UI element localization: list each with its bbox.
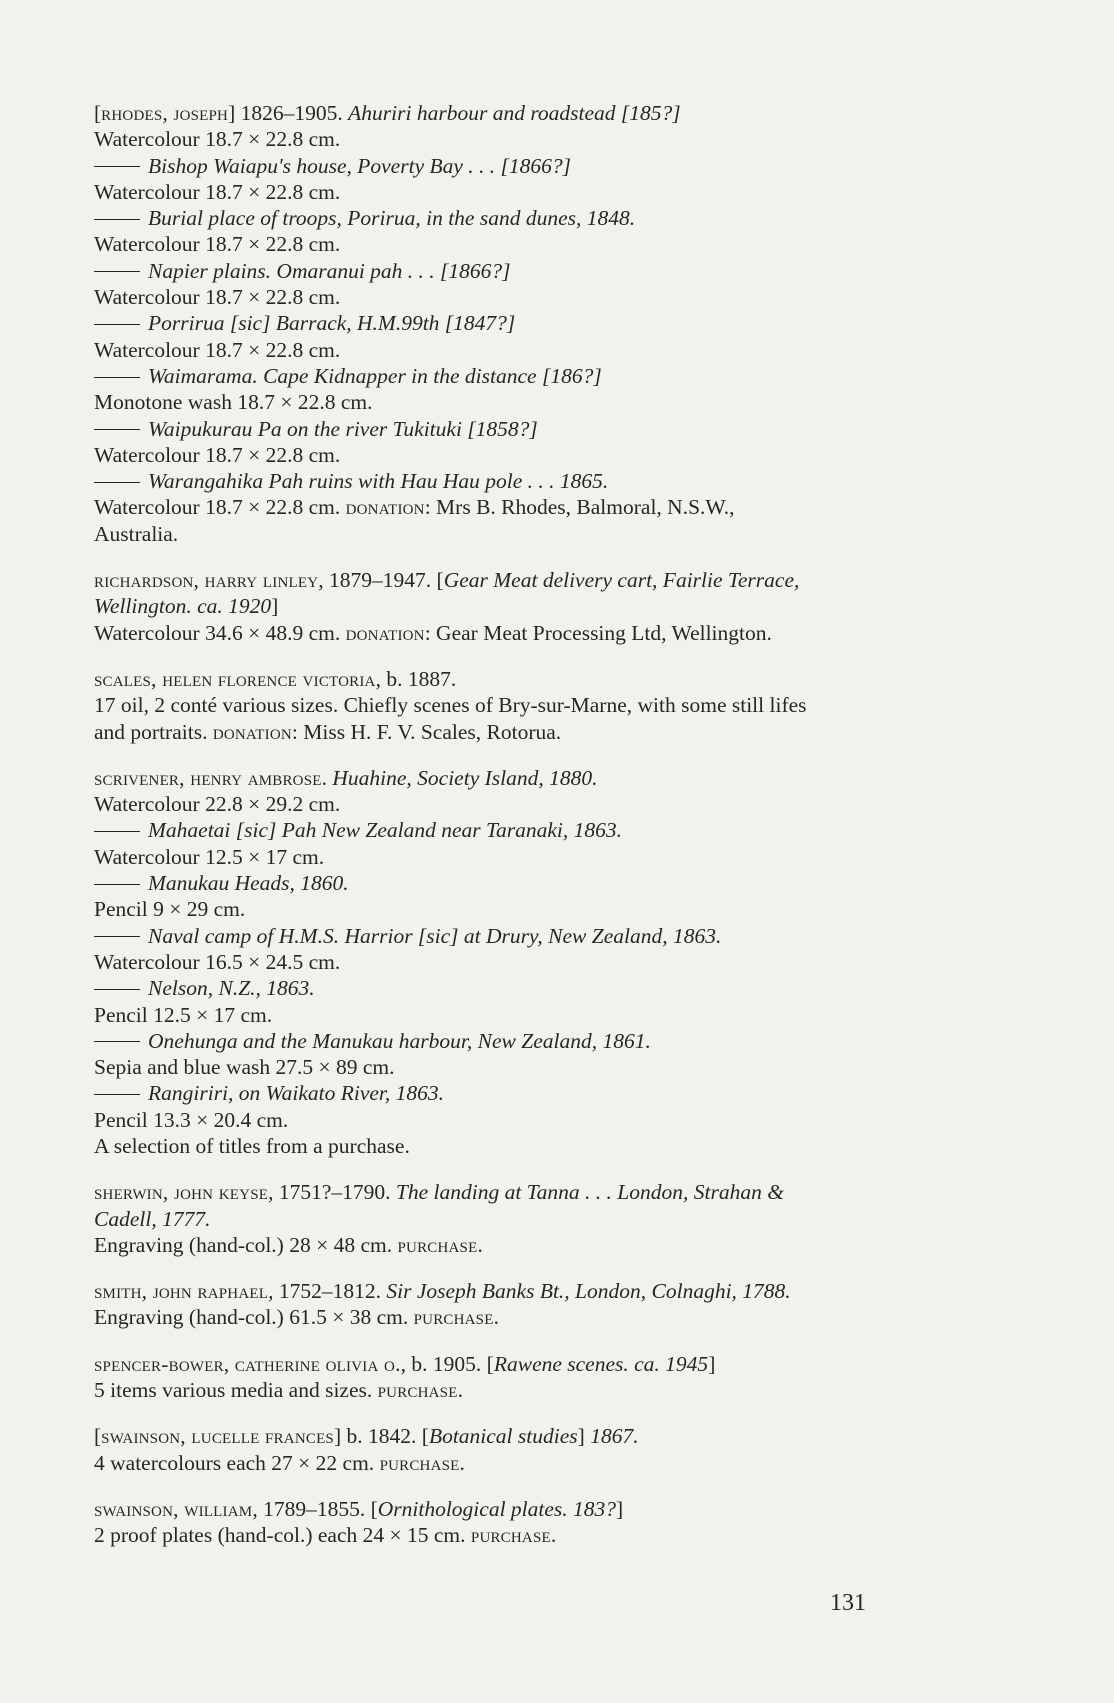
entry-name-smallcaps: donation [345,620,425,645]
entry-line [94,692,974,718]
entry-line [94,179,974,205]
entry-text: Watercolour 12.5 × 17 cm. [94,844,325,869]
entry-text: [ [94,101,102,125]
entry-name-smallcaps: donation [212,719,292,744]
entry-title-italic: Ornithological plates. 183? [377,1496,617,1521]
entry-line [94,567,974,593]
entry-text: , 1751?–1790. [268,1180,396,1205]
entry-text: Watercolour 22.8 × 29.2 cm. [94,792,341,817]
catalogue-entries [94,100,974,1569]
entry-text: Watercolour 18.7 × 22.8 cm. [94,495,346,520]
entry-title-italic: Mahaetai [sic] Pah New Zealand near Taranaki, 1863. [148,818,622,843]
entry-text: A selection of titles from a purchase. [94,1133,410,1158]
entry-line [94,666,974,692]
catalogue-entry [94,567,974,646]
entry-line [94,1002,974,1028]
entry-text: Sepia and blue wash 27.5 × 89 cm. [94,1055,395,1080]
entry-text: Watercolour 18.7 × 22.8 cm. [94,232,341,257]
entry-text: , 1789–1855. [ [252,1496,378,1521]
entry-title-italic: 1867. [590,1424,639,1449]
ditto-rule [94,324,140,325]
entry-title-italic: Onehunga and the Manukau harbour, New Zealand, 1861. [148,1028,651,1053]
entry-line [94,791,974,817]
catalogue-entry [94,100,974,547]
entry-text: . [493,1305,499,1330]
entry-line [94,442,974,468]
entry-line-continuation [94,468,974,494]
ditto-rule [94,831,140,832]
entry-line-continuation [94,205,974,231]
entry-text: and portraits. [94,719,213,744]
entry-line-continuation [94,363,974,389]
entry-line [94,1496,974,1522]
catalogue-entry [94,1423,974,1476]
entry-title-italic: Waimarama. Cape Kidnapper in the distance [186?] [148,363,602,388]
entry-line [94,337,974,363]
entry-text: . [457,1378,463,1403]
entry-text: [ [94,1424,102,1449]
entry-name-smallcaps: spencer-bower, catherine olivia o. [94,1351,401,1376]
entry-line [94,1351,974,1377]
ditto-rule [94,936,140,937]
entry-line [94,1278,974,1304]
entry-line [94,1232,974,1258]
entry-text: Engraving (hand-col.) 61.5 × 38 cm. [94,1305,414,1330]
entry-title-italic: Burial place of troops, Porirua, in the sand dunes, 1848. [148,206,636,231]
entry-text: ] 1826–1905. [228,101,349,125]
entry-name-smallcaps: purchase [470,1523,551,1548]
entry-title-italic: Nelson, N.Z., 1863. [148,976,315,1001]
entry-text: 17 oil, 2 conté various sizes. Chiefly scenes of Bry-sur-Marne, with some still lifes [94,693,807,718]
entry-title-italic: Cadell, 1777. [94,1206,211,1231]
entry-name-smallcaps: donation [345,495,425,520]
entry-title-italic: Porrirua [sic] Barrack, H.M.99th [1847?] [148,311,516,336]
entry-name-smallcaps: purchase [397,1232,478,1257]
entry-line [94,1423,974,1449]
entry-line [94,949,974,975]
entry-line-continuation [94,870,974,896]
entry-text: , 1879–1947. [ [318,568,444,593]
entry-line [94,719,974,745]
entry-text: . [550,1523,557,1548]
page-number: 131 [830,1590,866,1616]
entry-line [94,765,974,791]
entry-line-continuation [94,153,974,179]
entry-name-smallcaps: purchase [379,1450,460,1475]
entry-line [94,1206,974,1232]
entry-line [94,1179,974,1205]
ditto-rule [94,1041,140,1042]
entry-text: , 1752–1812. [268,1279,387,1304]
entry-line [94,1304,974,1330]
entry-text: Pencil 13.3 × 20.4 cm. [94,1107,289,1132]
entry-text: ] [271,594,279,619]
entry-text: : Gear Meat Processing Ltd, Wellington. [424,620,772,645]
entry-line [94,1133,974,1159]
catalogue-entry [94,1278,974,1331]
ditto-rule [94,884,140,885]
entry-text: Watercolour 18.7 × 22.8 cm. [94,285,341,310]
entry-text: Watercolour 16.5 × 24.5 cm. [94,949,341,974]
entry-text: . [477,1232,483,1257]
entry-text: 5 items various media and sizes. [94,1378,378,1403]
entry-line [94,1107,974,1133]
entry-text: 4 watercolours each 27 × 22 cm. [94,1450,380,1475]
entry-line [94,521,974,547]
entry-title-italic: Huahine, Society Island, 1880. [332,765,598,790]
entry-text: . [321,765,333,790]
entry-title-italic: Rawene scenes. ca. 1945 [493,1351,709,1376]
entry-line-continuation [94,258,974,284]
entry-name-smallcaps: smith, john raphael [94,1279,269,1304]
entry-line [94,844,974,870]
catalogue-entry [94,666,974,745]
ditto-rule [94,429,140,430]
ditto-rule [94,271,140,272]
entry-line [94,1054,974,1080]
entry-line [94,1450,974,1476]
entry-text: Australia. [94,521,179,546]
entry-line [94,494,974,520]
entry-text: ] [616,1496,624,1521]
entry-line [94,231,974,257]
entry-text: Pencil 12.5 × 17 cm. [94,1002,273,1027]
entry-title-italic: Warangahika Pah ruins with Hau Hau pole . . . 1865. [148,469,609,494]
entry-title-italic: Bishop Waiapu's house, Poverty Bay . . . [1866?] [148,153,572,178]
ditto-rule [94,219,140,220]
entry-title-italic: Sir Joseph Banks Bt., London, Colnaghi, 1788. [386,1279,791,1304]
ditto-rule [94,1094,140,1095]
entry-title-italic: Naval camp of H.M.S. Harrior [sic] at Drury, New Zealand, 1863. [148,923,722,948]
entry-title-italic: The landing at Tanna . . . London, Strahan & [395,1180,784,1205]
ditto-rule [94,989,140,990]
entry-line [94,284,974,310]
entry-title-italic: Wellington. ca. 1920 [94,594,272,619]
entry-title-italic: Gear Meat delivery cart, Fairlie Terrace, [443,568,800,593]
entry-name-smallcaps: scales, helen florence victoria [94,666,376,691]
entry-line-continuation [94,310,974,336]
entry-line [94,1377,974,1403]
entry-text: ] b. 1842. [ [333,1424,429,1449]
catalogue-entry [94,1496,974,1549]
entry-line-continuation [94,1080,974,1106]
entry-text: Monotone wash 18.7 × 22.8 cm. [94,390,373,415]
entry-title-italic: Napier plains. Omaranui pah . . . [1866?] [148,258,511,283]
entry-title-italic: Waipukurau Pa on the river Tukituki [1858?] [148,416,538,441]
entry-text: : Mrs B. Rhodes, Balmoral, N.S.W., [424,495,735,520]
entry-text: , b. 1887. [375,666,457,691]
entry-text: : Miss H. F. V. Scales, Rotorua. [291,719,562,744]
entry-name-smallcaps: swainson, william [94,1496,253,1521]
entry-text: Watercolour 18.7 × 22.8 cm. [94,442,341,467]
catalogue-entry [94,1179,974,1258]
entry-name-smallcaps: purchase [377,1378,458,1403]
entry-name-smallcaps: rhodes, joseph [101,101,229,125]
ditto-rule [94,482,140,483]
entry-line [94,1522,974,1548]
entry-name-smallcaps: swainson, lucelle frances [101,1424,334,1449]
entry-name-smallcaps: richardson, harry linley [94,568,319,593]
entry-line [94,389,974,415]
entry-name-smallcaps: sherwin, john keyse [94,1180,269,1205]
entry-title-italic: Ahuriri harbour and roadstead [185?] [348,101,681,125]
entry-title-italic: Botanical studies [428,1424,578,1449]
entry-text: ] [577,1424,591,1449]
catalogue-entry [94,765,974,1159]
entry-line [94,126,974,152]
entry-line-continuation [94,416,974,442]
entry-line [94,896,974,922]
entry-line [94,620,974,646]
entry-line-continuation [94,1028,974,1054]
entry-text: Pencil 9 × 29 cm. [94,897,246,922]
entry-text: Watercolour 34.6 × 48.9 cm. [94,620,346,645]
entry-text: , b. 1905. [ [400,1351,494,1376]
entry-line [94,593,974,619]
entry-line-continuation [94,975,974,1001]
entry-name-smallcaps: purchase [413,1305,494,1330]
entry-name-smallcaps: scrivener, henry ambrose [94,765,322,790]
entry-text: 2 proof plates (hand-col.) each 24 × 15 cm. [94,1523,471,1548]
entry-text: Watercolour 18.7 × 22.8 cm. [94,179,341,204]
entry-title-italic: Manukau Heads, 1860. [148,871,349,896]
entry-line-continuation [94,817,974,843]
ditto-rule [94,377,140,378]
entry-text: Watercolour 18.7 × 22.8 cm. [94,337,341,362]
entry-title-italic: Rangiriri, on Waikato River, 1863. [148,1081,445,1106]
entry-text: Engraving (hand-col.) 28 × 48 cm. [94,1232,398,1257]
catalogue-entry [94,1351,974,1404]
ditto-rule [94,166,140,167]
entry-line-continuation [94,923,974,949]
entry-text: . [459,1450,465,1475]
entry-text: Watercolour 18.7 × 22.8 cm. [94,127,341,152]
entry-line [94,100,974,126]
entry-text: ] [708,1351,716,1376]
